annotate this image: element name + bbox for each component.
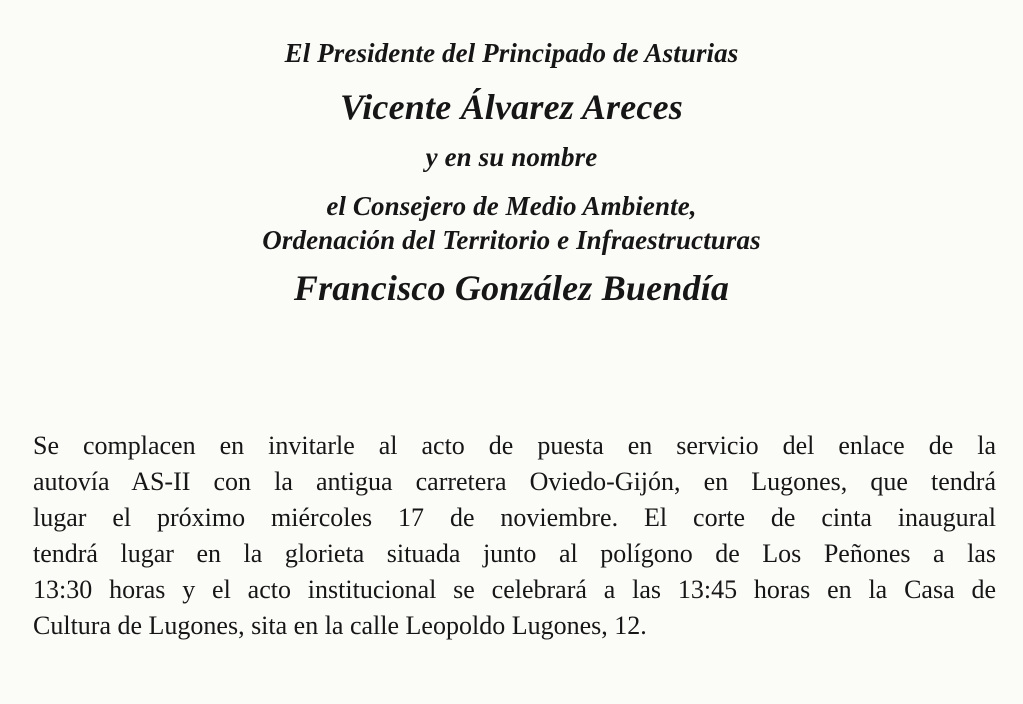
invitation-header: [0, 36, 1023, 311]
presidente-name: Vicente Álvarez Areces: [339, 87, 683, 127]
body-line: Se complacen en invitarle al acto de puesta en servicio del enlace de la: [33, 431, 996, 460]
presidente-title: El Presidente del Principado de Asturias: [284, 38, 739, 68]
body-line: tendrá lugar en la glorieta situada junto al polígono de Los Peñones a las: [33, 539, 996, 568]
body-line: Cultura de Lugones, sita en la calle Leopoldo Lugones, 12.: [33, 611, 647, 640]
en-su-nombre: y en su nombre: [425, 142, 598, 172]
consejero-name: Francisco González Buendía: [293, 268, 730, 308]
body-line: lugar el próximo miércoles 17 de noviembre. El corte de cinta inaugural: [33, 503, 996, 532]
consejero-title-line-1: el Consejero de Medio Ambiente,: [326, 191, 697, 221]
body-line: autovía AS-II con la antigua carretera Oviedo-Gijón, en Lugones, que tendrá: [33, 467, 996, 496]
body-line: 13:30 horas y el acto institucional se celebrará a las 13:45 horas en la Casa de: [33, 575, 996, 604]
invitation-body: [33, 428, 996, 644]
consejero-title-line-2: Ordenación del Territorio e Infraestructuras: [262, 225, 761, 255]
